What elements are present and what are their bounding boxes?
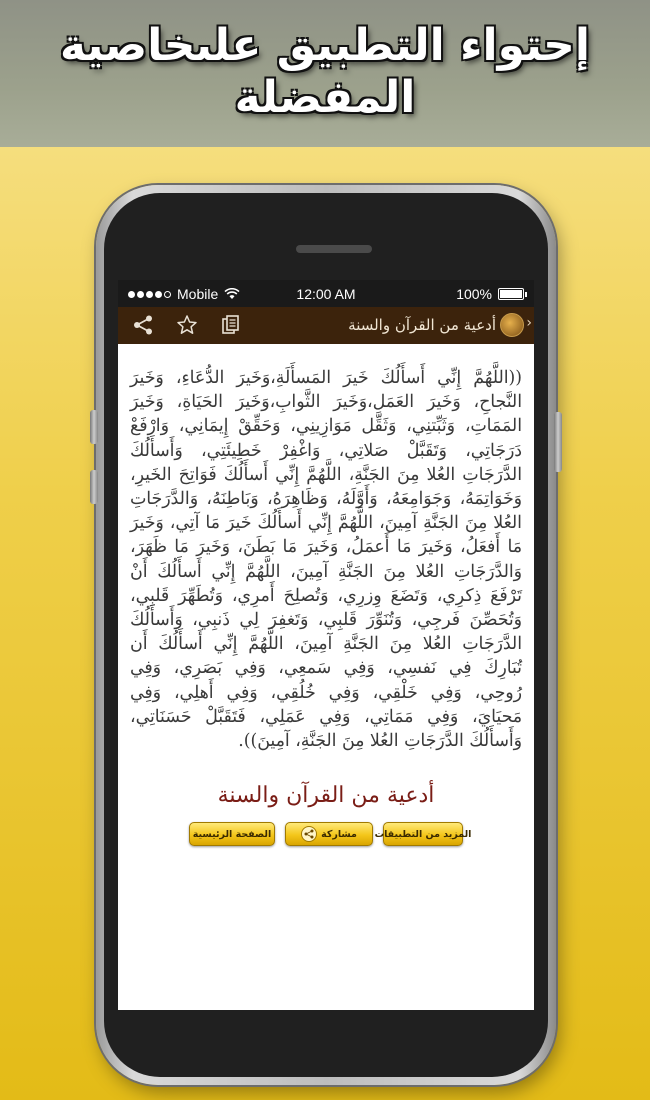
status-right [456, 286, 524, 302]
copy-icon[interactable] [220, 314, 242, 336]
action-buttons [130, 822, 522, 846]
star-icon[interactable] [176, 314, 198, 336]
status-time: 12:00 AM [296, 286, 356, 302]
toolbar-actions [132, 314, 242, 336]
dua-text: ((اللَّهُمَّ إِنِّي أَسأَلُكَ خَيرَ المَسأَلَةِ،وَخَيرَ الدُّعَاءِ، وَخَيرَ النَّجاحِ، وَخَيرَ العَمَلِ،وَخَيرَ الثَّوابِ،وَخَيرَ الحَيَاةِ، وَخَيرَ المَمَاتِ، وَثَبِّتنِي، وَثَقِّل مَوَازِينِي، وَحَقِّقْ إِيمَانِي، وَارْفَعْ دَرَجَاتِي، وَتَقَبَّلْ صَلاتِي، وَاغْفِرْ خَطِيئَتِي، وَأَسأَلُكَ الدَّرَجَاتِ العُلا مِنَ الجَنَّةِ، اللَّهُمَّ إِنِّي أَسأَلُكَ فَوَاتِحَ الخَيرِ، وَخَوَاتِمَهُ، وَجَوَامِعَهُ، وَأَوَّلَهُ، وَظَاهِرَهُ، وَبَاطِنَهُ، وَالدَّرَجَاتِ العُلا مِنَ الجَنَّةِ آمِينَ، اللَّهُمَّ إِنِّي أَسأَلُكَ خَيرَ مَا آتِي، وَخَيرَ مَا أَفعَلُ، وَخَيرَ مَا أَعمَلُ، وَخَيرَ مَا بَطَنَ، وَخَيرَ مَا ظَهَرَ، وَالدَّرَجَاتِ العُلا مِنَ الجَنَّةِ آمِينَ، اللَّهُمَّ إِنِّي أَسأَلُكَ أَنْ تَرْفَعَ ذِكرِي، وَتَضَعَ وِزرِي، وَتُصلِحَ أَمرِي، وَتُطَهِّرَ قَلبِي، وَتُحَصِّنَ فَرجِي، وَتُنَوِّرَ قَلبِي، وَتَغفِرَ لِي ذَنبِي، وَأَسأَلُكَ الدَّرَجَاتِ العُلا مِنَ الجَنَّةِ آمِينَ، اللَّهُمَّ إِنِّي أَسأَلُكَ أَن تُبَارِكَ فِي نَفسِي، وَفِي سَمعِي، وَفِي بَصَرِي، وَفِي رُوحِي، وَفِي خَلْقِي، وَفِي خُلُقِي، وَفِي أَهلِي، وَفِي مَحيَايَ، وَفِي مَمَاتِي، وَفِي عَمَلِي، فَتَقَبَّلْ حَسَنَاتِي، وَأَسأَلُكَ الدَّرَجَاتِ العُلا مِنَ الجَنَّةِ، آمِينَ)). [130, 368, 522, 752]
promo-banner [0, 0, 650, 147]
share-circle-icon [301, 826, 317, 842]
home-label: الصفحة الرئيسية [192, 828, 272, 840]
back-chevron-icon[interactable]: ‹ [526, 315, 532, 331]
banner-title-line-2: المفضلة [234, 72, 416, 123]
app-logo-icon [500, 313, 524, 337]
more-apps-button[interactable] [374, 822, 472, 846]
share-label: مشاركة [321, 828, 357, 840]
volume-up-button [90, 410, 98, 444]
volume-down-button [90, 470, 98, 504]
share-icon[interactable] [132, 314, 154, 336]
app-toolbar [118, 307, 534, 344]
battery-level-fill [500, 290, 522, 298]
battery-percent: 100% [456, 286, 492, 302]
banner-title-line-1: إحتواء التطبيق علىخاصية [60, 20, 590, 71]
phone-speaker [296, 245, 372, 253]
more-apps-label: المزيد من التطبيقات [374, 828, 472, 840]
main-content [118, 344, 534, 846]
app-title: أدعية من القرآن والسنة [348, 316, 496, 334]
home-button[interactable] [189, 822, 275, 846]
phone-screen [118, 280, 534, 1010]
power-button [554, 412, 562, 472]
share-button[interactable] [285, 822, 373, 846]
carrier-label: Mobile [177, 286, 219, 302]
status-bar [118, 280, 534, 307]
battery-icon [498, 288, 524, 300]
footer-app-title: أدعية من القرآن والسنة [217, 783, 435, 809]
